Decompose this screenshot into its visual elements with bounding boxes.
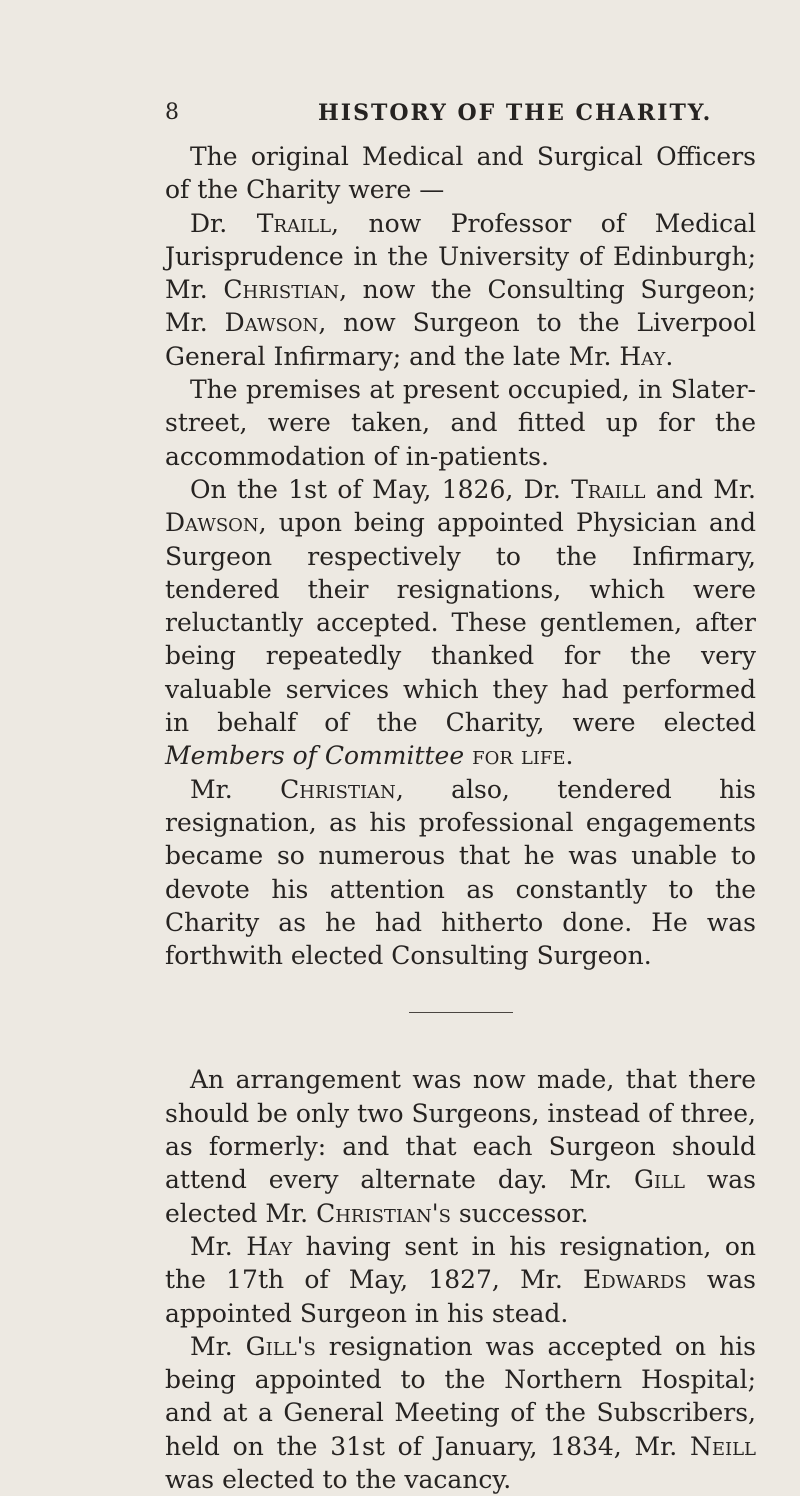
name-hay: Hay bbox=[619, 341, 666, 371]
text-run: was elected Mr. bbox=[165, 1165, 756, 1228]
paragraph-resignations bbox=[165, 473, 756, 773]
name-dawson: Dawson bbox=[165, 508, 259, 538]
text-run: Mr. bbox=[190, 1231, 247, 1261]
text-run: , now Surgeon to the Liverpool General Infirmary; and the late Mr. bbox=[165, 308, 757, 371]
text-run: having sent in his resignation, on the 17th of May, 1827, Mr. bbox=[165, 1231, 756, 1295]
text-run: On the 1st of May, 1826, Dr. bbox=[190, 474, 572, 504]
name-christian: Christian bbox=[223, 275, 340, 305]
name-traill: Traill bbox=[256, 208, 332, 238]
paragraph-gill bbox=[165, 1330, 756, 1496]
text-run: Mr. bbox=[190, 774, 281, 804]
text-run: , also, tendered his resignation, as his professional engagements became so numerous that he was unable to devote his attention as constantly to the Charity as he had hitherto done. He was forthwith elected Consulting Surgeon. bbox=[165, 774, 756, 971]
running-title: HISTORY OF THE CHARITY. bbox=[318, 100, 713, 126]
section-divider bbox=[409, 1012, 513, 1013]
paragraph-hay bbox=[165, 1230, 756, 1330]
page-body bbox=[165, 140, 756, 1496]
text-run: Mr. bbox=[190, 1331, 246, 1361]
paragraph-premises bbox=[165, 373, 756, 473]
small-caps-phrase: for life bbox=[464, 741, 566, 771]
name-christian: Christian bbox=[280, 774, 396, 804]
page-number: 8 bbox=[165, 100, 181, 125]
name-hay: Hay bbox=[246, 1231, 293, 1261]
name-traill: Traill bbox=[571, 474, 646, 504]
text-run: . bbox=[665, 341, 674, 371]
running-head bbox=[165, 100, 756, 140]
paragraph-christian bbox=[165, 773, 756, 973]
text-run: was elected to the vacancy. bbox=[165, 1464, 512, 1494]
paragraph-officers-list bbox=[165, 207, 756, 373]
text-run: , now the Consulting Surgeon; Mr. bbox=[165, 275, 756, 338]
paragraph-text: The original Medical and Surgical Officers of the Charity were — bbox=[165, 142, 756, 205]
text-run: successor. bbox=[450, 1198, 589, 1228]
text-run: and Mr. bbox=[645, 474, 756, 504]
text-run: , upon being appointed Physician and Surgeon respectively to the Infirmary, tendered their resignations, which were reluctantly accepted. These gentlemen, after being repeatedly thanked for the very valuable services which they had performed in behalf of the Charity, were elected bbox=[165, 508, 756, 738]
name-gill: Gill bbox=[633, 1165, 685, 1195]
text-run: resignation was accepted on his being appointed to the Northern Hospital; and at a General Meeting of the Subscribers, held on the 31st of January, 1834, Mr. bbox=[165, 1331, 756, 1461]
paragraph-arrangement bbox=[165, 1063, 756, 1229]
text-run: was appointed Surgeon in his stead. bbox=[165, 1265, 756, 1328]
name-edwards: Edwards bbox=[583, 1265, 687, 1295]
name-neill: Neill bbox=[689, 1431, 756, 1461]
name-dawson: Dawson bbox=[224, 308, 319, 338]
text-run: Dr. bbox=[190, 208, 257, 238]
paragraph-text: The premises at present occupied, in Slater-street, were taken, and fitted up for the accommodation of in-patients. bbox=[165, 375, 756, 471]
paragraph-original-officers bbox=[165, 140, 756, 207]
italic-phrase: Members of Committee bbox=[165, 741, 465, 771]
text-run: An arrangement was now made, that there should be only two Surgeons, instead of three, as formerly: and that each Surgeon should attend every alternate day. Mr. bbox=[165, 1065, 756, 1195]
text-run: . bbox=[565, 741, 574, 771]
name-gill: Gill's bbox=[245, 1331, 316, 1361]
name-christian: Christian's bbox=[316, 1198, 451, 1228]
text-run: , now Professor of Medical Jurisprudence in the University of Edinburgh; Mr. bbox=[165, 208, 756, 305]
